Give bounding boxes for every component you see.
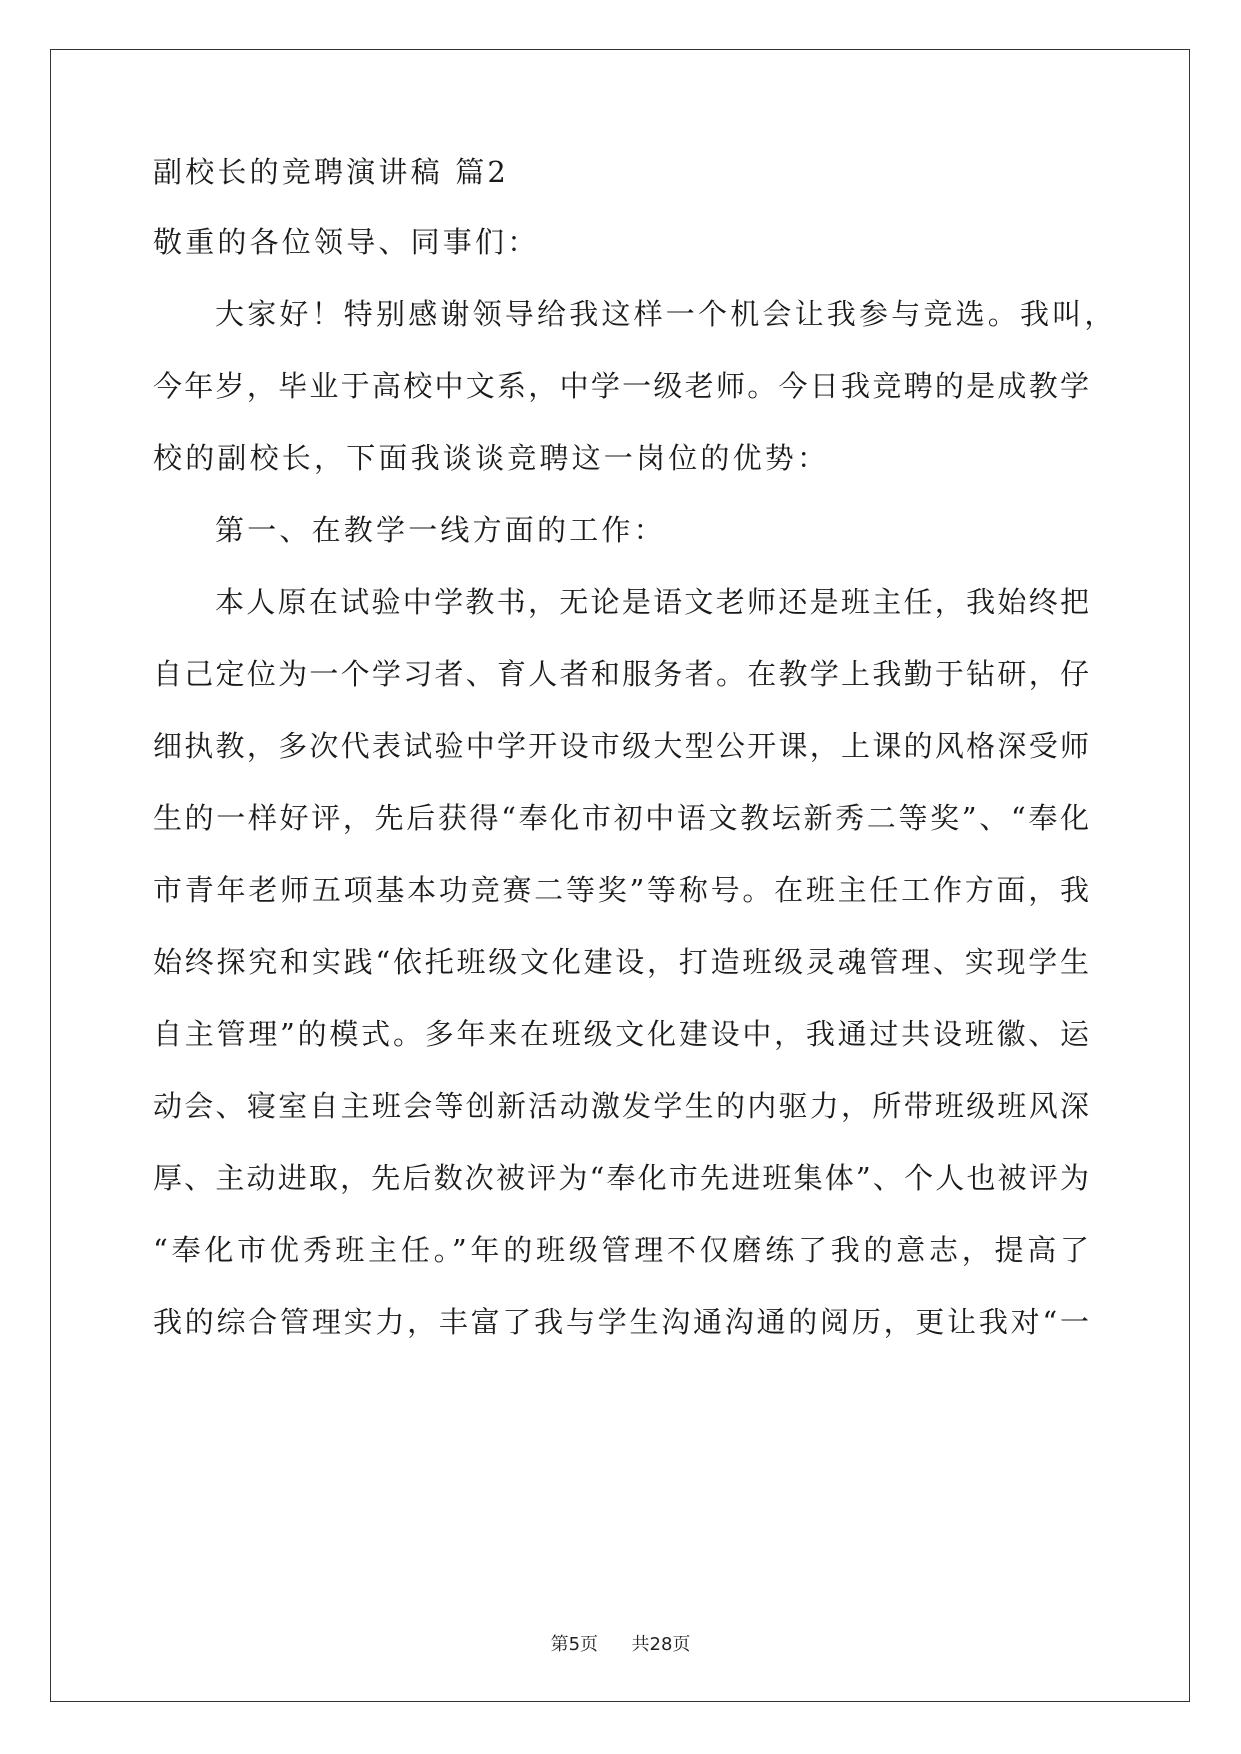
salutation: 敬重的各位领导、同事们： xyxy=(153,225,540,259)
body-line: 自主管理”的模式。多年来在班级文化建设中，我通过共设班徽、运 xyxy=(153,1017,1089,1051)
body-line: 市青年老师五项基本功竞赛二等奖”等称号。在班主任工作方面，我 xyxy=(153,873,1089,907)
page-number: 第5页 xyxy=(550,1634,599,1655)
body-line: “奉化市优秀班主任。”年的班级管理不仅磨练了我的意志，提高了 xyxy=(153,1233,1089,1267)
body-line: 我的综合管理实力，丰富了我与学生沟通沟通的阅历，更让我对“一 xyxy=(153,1305,1089,1339)
page-footer xyxy=(0,1630,1241,1656)
body-line: 始终探究和实践“依托班级文化建设，打造班级灵魂管理、实现学生 xyxy=(153,945,1089,979)
section-heading: 第一、在教学一线方面的工作： xyxy=(215,513,666,547)
document-title: 副校长的竞聘演讲稿 篇2 xyxy=(153,155,510,189)
body-line: 自己定位为一个学习者、育人者和服务者。在教学上我勤于钻研，仔 xyxy=(153,657,1089,691)
body-line: 本人原在试验中学教书，无论是语文老师还是班主任，我始终把 xyxy=(215,585,1089,619)
body-line: 大家好！特别感谢领导给我这样一个机会让我参与竞选。我叫， xyxy=(215,297,1117,331)
body-line: 今年岁，毕业于高校中文系，中学一级老师。今日我竞聘的是成教学 xyxy=(153,369,1089,403)
body-line: 厚、主动进取，先后数次被评为“奉化市先进班集体”、个人也被评为 xyxy=(153,1161,1089,1195)
page-total: 共28页 xyxy=(631,1634,691,1655)
body-line: 细执教，多次代表试验中学开设市级大型公开课，上课的风格深受师 xyxy=(153,729,1089,763)
body-line: 校的副校长，下面我谈谈竞聘这一岗位的优势： xyxy=(153,441,830,475)
body-line: 动会、寝室自主班会等创新活动激发学生的内驱力，所带班级班风深 xyxy=(153,1089,1089,1123)
body-line: 生的一样好评，先后获得“奉化市初中语文教坛新秀二等奖”、“奉化 xyxy=(153,801,1089,835)
